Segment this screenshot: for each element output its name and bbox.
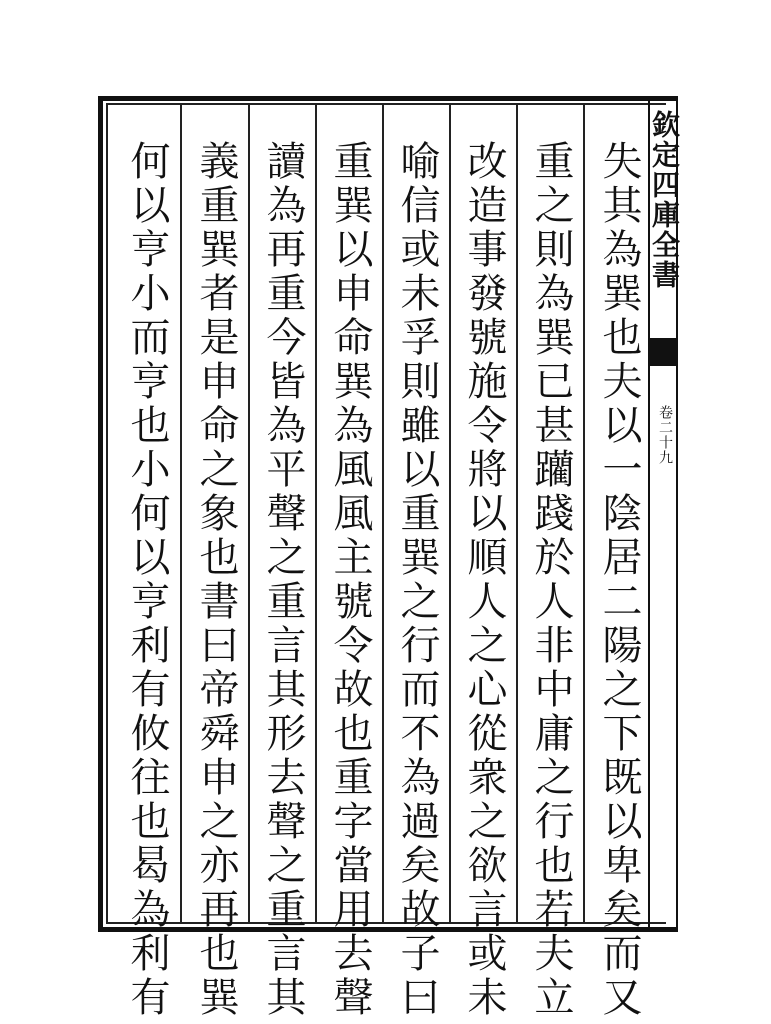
column-rule bbox=[382, 103, 384, 924]
column-rule bbox=[516, 103, 518, 924]
fishtail-mark bbox=[648, 338, 678, 366]
text-column-4: 喻信或未孚則雖以重巽之行而不為過矣故子曰 bbox=[394, 140, 440, 1020]
column-rule bbox=[180, 103, 182, 924]
column-rule bbox=[315, 103, 317, 924]
text-column-3: 改造事發號施令將以順人之心從衆之欲言或未 bbox=[461, 140, 507, 1020]
book-title: 欽定四庫全書 bbox=[648, 110, 681, 290]
text-column-8: 何以亨小而亨也小何以亨利有攸往也曷為利有 bbox=[124, 140, 170, 1020]
text-column-1: 失其為巽也夫以一陰居二陽之下既以卑矣而又 bbox=[596, 140, 642, 1020]
juan-number: 卷二十九 bbox=[657, 405, 673, 465]
text-column-2: 重之則為巽已甚躪踐於人非中庸之行也若夫立 bbox=[528, 140, 574, 1020]
text-column-6: 讀為再重今皆為平聲之重言其形去聲之重言其 bbox=[260, 140, 306, 1020]
column-rule bbox=[248, 103, 250, 924]
column-rule bbox=[449, 103, 451, 924]
text-column-5: 重巽以申命巽為風風主號令故也重字當用去聲 bbox=[327, 140, 373, 1020]
text-column-7: 義重巽者是申命之象也書曰帝舜申之亦再也巽 bbox=[193, 140, 239, 1020]
column-rule bbox=[583, 103, 585, 924]
